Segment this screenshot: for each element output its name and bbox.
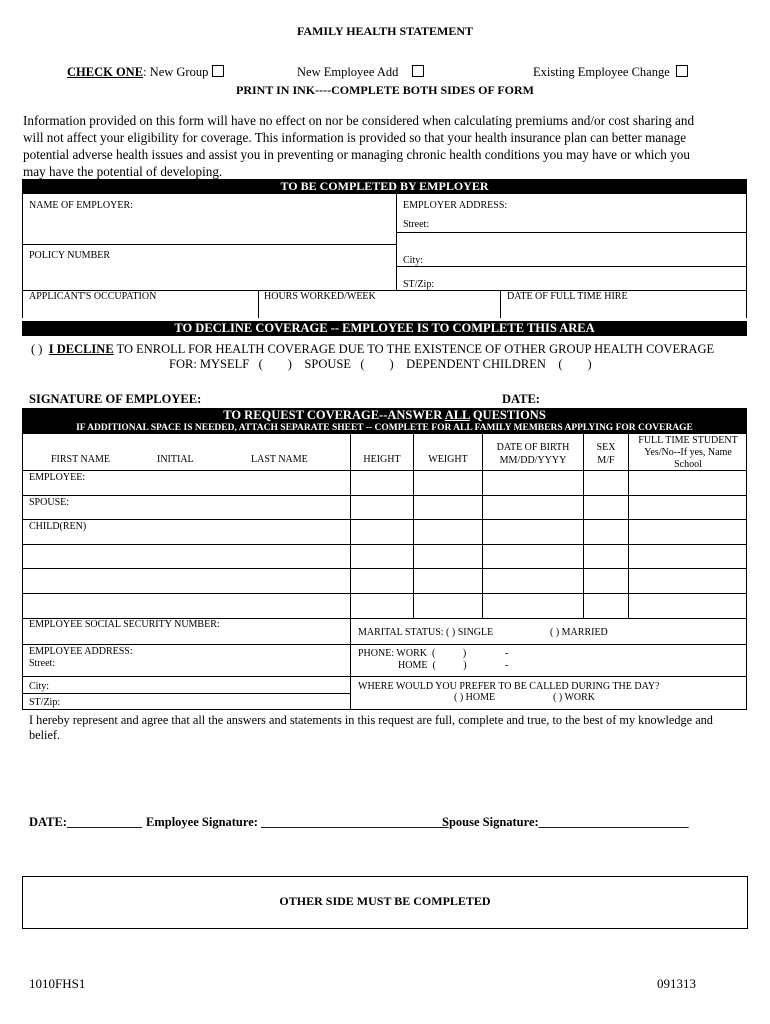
spouse-signature-field[interactable]: Spouse Signature:________________________ — [442, 815, 689, 829]
decline-date-label: DATE: — [502, 392, 540, 406]
print-in-ink-note: PRINT IN INK----COMPLETE BOTH SIDES OF FORM — [235, 83, 535, 97]
request-subheader: IF ADDITIONAL SPACE IS NEEDED, ATTACH SEPARATE SHEET -- COMPLETE FOR ALL FAMILY MEMBERS APPLYING FOR COVERAGE — [22, 422, 747, 434]
existing-employee-row — [533, 65, 688, 80]
check-one-row — [67, 65, 224, 80]
divider — [22, 644, 747, 645]
divider — [22, 544, 747, 545]
decline-for-options[interactable]: FOR: MYSELF ( ) SPOUSE ( ) DEPENDENT CHILDREN ( ) — [169, 357, 592, 371]
ssn-field[interactable]: EMPLOYEE SOCIAL SECURITY NUMBER: — [29, 619, 220, 630]
col-fts-label: FULL TIME STUDENT — [638, 435, 738, 446]
col-height: HEIGHT — [363, 454, 401, 465]
employer-stzip-field[interactable]: ST/Zip: — [403, 279, 435, 290]
existing-employee-label: Existing Employee Change — [533, 65, 670, 79]
employee-stzip-field[interactable]: ST/Zip: — [29, 697, 61, 708]
divider — [22, 495, 747, 496]
new-employee-label: New Employee Add — [297, 65, 399, 79]
col-fts-label: Yes/No--If yes, Name — [644, 447, 732, 458]
divider — [22, 693, 350, 694]
divider — [22, 519, 747, 520]
other-side-box — [22, 876, 748, 929]
attestation-line: I hereby represent and agree that all the answers and statements in this request are full, complete and true, to the best of my knowledge and — [29, 713, 713, 727]
divider — [397, 266, 747, 267]
phone-dash: - — [505, 648, 509, 659]
intro-line: may have the potential of developing. — [23, 164, 223, 179]
request-header-text: TO REQUEST COVERAGE--ANSWER — [223, 408, 445, 422]
col-dob — [483, 441, 583, 467]
call-home-option[interactable]: ( ) HOME — [454, 692, 496, 703]
employee-signature-label: SIGNATURE OF EMPLOYEE: — [29, 392, 202, 406]
policy-number-field[interactable]: POLICY NUMBER — [29, 250, 111, 261]
row-children[interactable]: CHILD(REN) — [29, 521, 87, 532]
employer-city-field[interactable]: City: — [403, 255, 424, 266]
row-spouse[interactable]: SPOUSE: — [29, 497, 70, 508]
divider — [22, 193, 23, 318]
employee-city-field[interactable]: City: — [29, 681, 50, 692]
col-last-name: LAST NAME — [251, 454, 308, 465]
col-full-time-student — [629, 435, 747, 471]
call-preference-question: WHERE WOULD YOU PREFER TO BE CALLED DURING THE DAY? — [358, 681, 660, 692]
col-first-name: FIRST NAME — [51, 454, 110, 465]
attestation-line: belief. — [29, 728, 61, 742]
divider — [396, 193, 397, 290]
existing-employee-checkbox[interactable] — [676, 65, 688, 77]
decline-line-1 — [31, 342, 714, 357]
col-sex-label: SEX — [596, 442, 616, 453]
check-one-label: CHECK ONE — [67, 65, 144, 79]
new-employee-row — [297, 65, 424, 80]
employee-street-field[interactable]: Street: — [29, 658, 56, 669]
divider — [22, 618, 23, 710]
decline-section-header: TO DECLINE COVERAGE -- EMPLOYEE IS TO COMPLETE THIS AREA — [22, 321, 747, 336]
intro-line: potential adverse health issues and assist you in preventing or managing chronic health conditions you may have or which you — [23, 147, 690, 162]
new-employee-checkbox[interactable] — [412, 65, 424, 77]
call-work-option[interactable]: ( ) WORK — [553, 692, 596, 703]
divider — [22, 193, 747, 194]
request-header-all: ALL — [444, 408, 470, 422]
phone-dash: - — [505, 660, 509, 671]
hire-date-field[interactable]: DATE OF FULL TIME HIRE — [507, 291, 628, 302]
intro-paragraph — [23, 112, 694, 180]
new-group-checkbox[interactable] — [212, 65, 224, 77]
divider — [500, 290, 501, 318]
col-dob-format: MM/DD/YYYY — [499, 455, 567, 466]
employer-address-label: EMPLOYER ADDRESS: — [403, 200, 508, 211]
divider — [22, 676, 747, 677]
divider — [22, 568, 747, 569]
col-weight: WEIGHT — [428, 454, 468, 465]
col-dob-label: DATE OF BIRTH — [496, 442, 570, 453]
employee-signature-field[interactable]: Employee Signature: ______________________________ — [146, 815, 449, 829]
request-section-header — [22, 408, 747, 422]
attestation-text — [29, 713, 713, 743]
col-initial: INITIAL — [157, 454, 194, 465]
intro-line: Information provided on this form will have no effect on nor be considered when calculating premiums and/or cost sharing and — [23, 113, 695, 128]
employer-street-field[interactable]: Street: — [403, 219, 430, 230]
divider — [746, 618, 747, 710]
employer-section-header: TO BE COMPLETED BY EMPLOYER — [22, 179, 747, 193]
marital-single-option[interactable]: MARITAL STATUS: ( ) SINGLE — [358, 627, 494, 638]
divider — [22, 434, 23, 619]
divider — [746, 193, 747, 318]
other-side-notice: OTHER SIDE MUST BE COMPLETED — [279, 894, 491, 908]
new-group-label: : New Group — [143, 65, 209, 79]
occupation-field[interactable]: APPLICANT'S OCCUPATION — [29, 291, 157, 302]
col-sex — [584, 441, 628, 467]
employer-name-field[interactable]: NAME OF EMPLOYER: — [29, 200, 133, 211]
hours-worked-field[interactable]: HOURS WORKED/WEEK — [264, 291, 376, 302]
divider — [350, 618, 351, 710]
marital-married-option[interactable]: ( ) MARRIED — [550, 627, 608, 638]
divider — [22, 244, 397, 245]
form-version: 091313 — [657, 976, 696, 991]
intro-line: will not affect your eligibility for coverage. This information is provided so that your health insurance plan can better manage — [23, 130, 687, 145]
phone-work-field[interactable]: PHONE: WORK ( ) — [358, 648, 467, 659]
row-employee[interactable]: EMPLOYEE: — [29, 472, 86, 483]
divider — [22, 593, 747, 594]
form-title: FAMILY HEALTH STATEMENT — [296, 24, 474, 38]
divider — [22, 709, 747, 710]
phone-home-field[interactable]: HOME ( ) — [398, 660, 467, 671]
divider — [397, 232, 747, 233]
decline-checkbox[interactable]: ( ) — [31, 342, 43, 356]
request-header-text: QUESTIONS — [469, 408, 546, 422]
form-id: 1010FHS1 — [29, 976, 86, 991]
signature-date-field[interactable]: DATE:____________ — [29, 815, 142, 829]
col-fts-label: School — [674, 459, 702, 470]
decline-text: TO ENROLL FOR HEALTH COVERAGE DUE TO THE EXISTENCE OF OTHER GROUP HEALTH COVERAGE — [113, 342, 715, 356]
col-sex-format: M/F — [597, 455, 615, 466]
divider — [258, 290, 259, 318]
i-decline-label: I DECLINE — [48, 342, 114, 356]
employee-address-label: EMPLOYEE ADDRESS: — [29, 646, 133, 657]
